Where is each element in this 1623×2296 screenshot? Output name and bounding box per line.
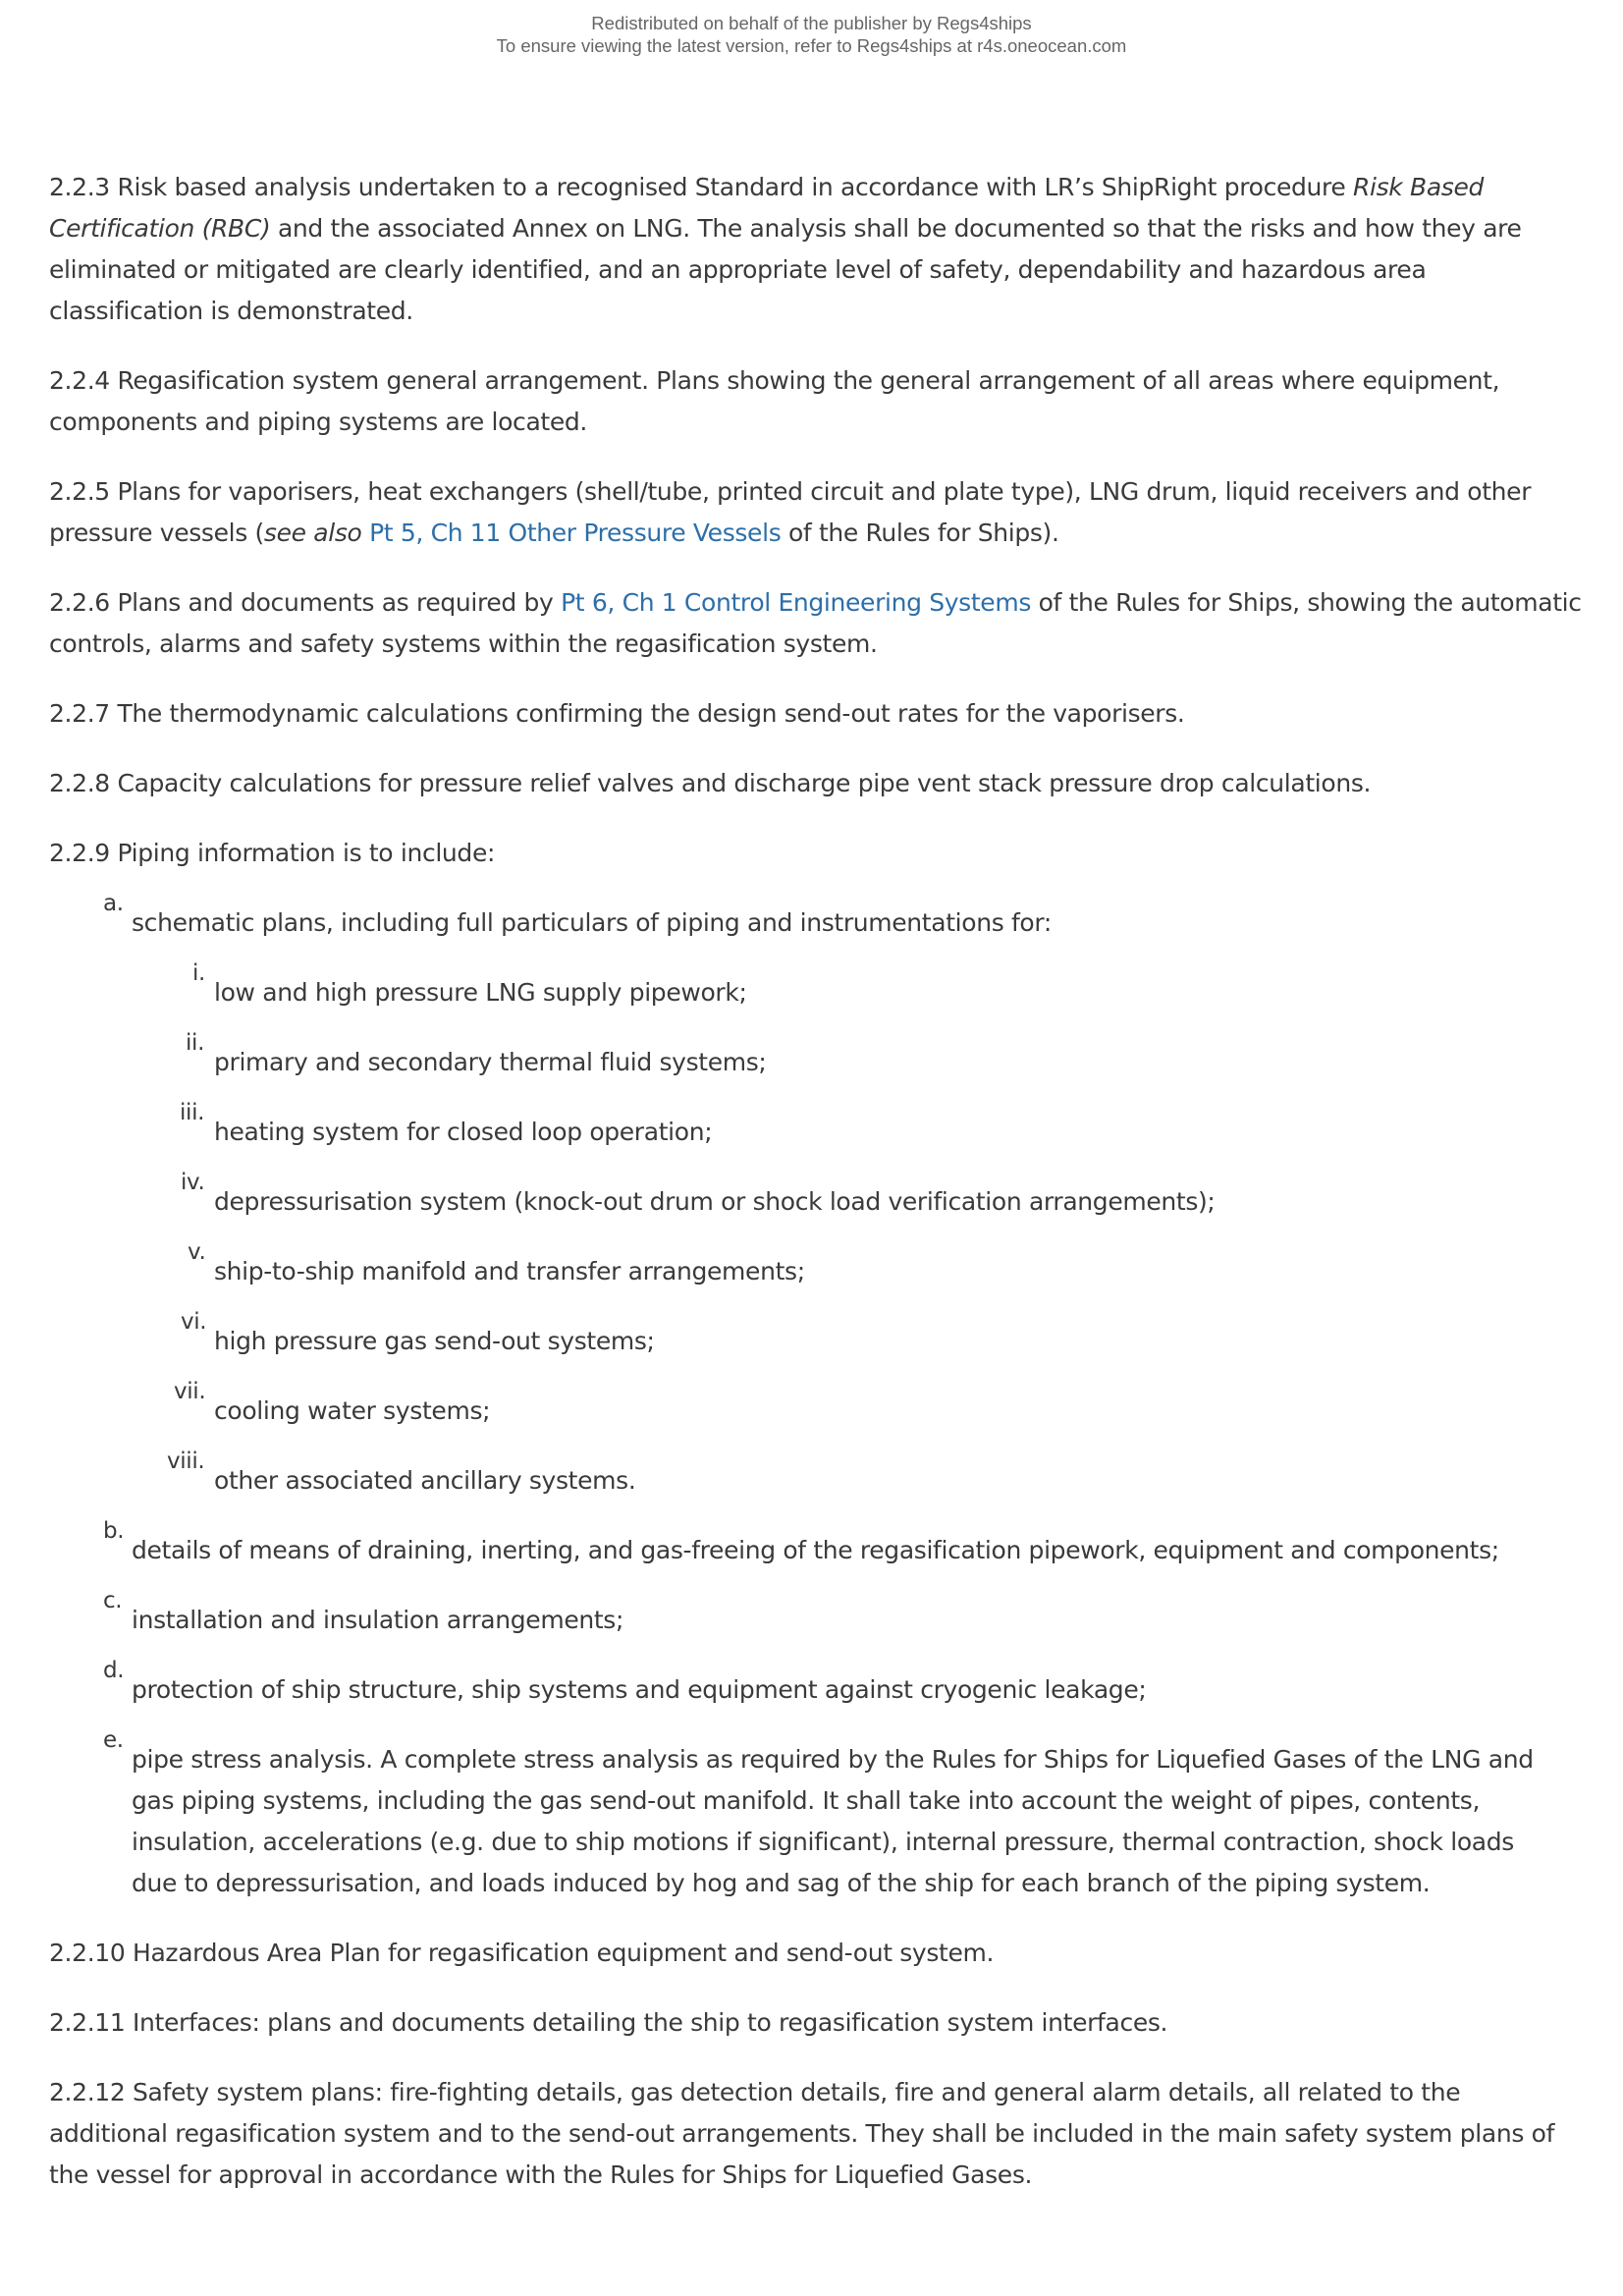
link-pt6-ch1[interactable]: Pt 6, Ch 1 Control Engineering Systems bbox=[561, 588, 1031, 617]
list-marker: ii. bbox=[186, 1030, 205, 1056]
list-marker: a. bbox=[103, 891, 124, 916]
list-marker: b. bbox=[103, 1518, 125, 1544]
para-2-2-3: 2.2.3 Risk based analysis undertaken to a recognised Standard in accordance with LR’s ShipRight procedure Risk Based Certification (RBC) and the associated Annex on LNG. The analysis shall be documented so that the risks and how they are eliminated or mitigated are clearly identified, and an appropriate level of safety, dependability and hazardous area classification is demonstrated. bbox=[49, 173, 1522, 325]
list-item-b: b. details of means of draining, inerting, and gas-freeing of the regasification pipework, equipment and components; bbox=[103, 1518, 1499, 1564]
document-body bbox=[49, 167, 1586, 2224]
sublist-item-vi: vi. high pressure gas send-out systems; bbox=[181, 1309, 655, 1355]
list-item-a: a. schematic plans, including full particulars of piping and instrumentations for: bbox=[103, 891, 1052, 937]
sublist-item-vii: vii. cooling water systems; bbox=[174, 1379, 491, 1425]
para-2-2-5: 2.2.5 Plans for vaporisers, heat exchangers (shell/tube, printed circuit and plate type), LNG drum, liquid receivers and other pressure vessels (see also Pt 5, Ch 11 Other Pressure Vessels of the Rules for Ships). bbox=[49, 477, 1532, 547]
para-2-2-8: 2.2.8 Capacity calculations for pressure relief valves and discharge pipe vent stack pressure drop calculations. bbox=[49, 769, 1372, 797]
list-item-d: d. protection of ship structure, ship systems and equipment against cryogenic leakage; bbox=[103, 1658, 1147, 1704]
list-marker: d. bbox=[103, 1658, 125, 1683]
para-2-2-10: 2.2.10 Hazardous Area Plan for regasification equipment and send-out system. bbox=[49, 1939, 995, 1967]
link-pt5-ch11[interactable]: Pt 5, Ch 11 Other Pressure Vessels bbox=[369, 519, 782, 547]
list-marker: iii. bbox=[180, 1100, 205, 1125]
para-2-2-12: 2.2.12 Safety system plans: fire-fighting details, gas detection details, fire and general alarm details, all related to the additional regasification system and to the send-out arrangements. They shall be included in the main safety system plans of the vessel for approval in accordance with the Rules for Ships for Liquefied Gases. bbox=[49, 2078, 1555, 2189]
sublist-item-viii: viii. other associated ancillary systems. bbox=[167, 1449, 636, 1495]
banner-line-2: To ensure viewing the latest version, refer to Regs4ships at r4s.oneocean.com bbox=[496, 35, 1127, 56]
list-marker: e. bbox=[103, 1727, 124, 1753]
list-marker: iv. bbox=[181, 1170, 205, 1195]
list-marker: c. bbox=[103, 1588, 123, 1613]
banner-line-1: Redistributed on behalf of the publisher by Regs4ships bbox=[591, 13, 1032, 33]
list-item-c: c. installation and insulation arrangements; bbox=[103, 1588, 624, 1634]
list-item-e: e. pipe stress analysis. A complete stress analysis as required by the Rules for Ships for Liquefied Gases of the LNG and gas piping systems, including the gas send-out manifold. It shall take into account the weight of pipes, contents, insulation, accelerations (e.g. due to ship motions if significant), internal pressure, thermal contraction, shock loads due to depressurisation, and loads induced by hog and sag of the ship for each branch of the piping system. bbox=[103, 1727, 1534, 1897]
sublist-item-v: v. ship-to-ship manifold and transfer arrangements; bbox=[188, 1239, 805, 1285]
sublist-item-iv: iv. depressurisation system (knock-out drum or shock load verification arrangements); bbox=[181, 1170, 1216, 1216]
para-2-2-4: 2.2.4 Regasification system general arrangement. Plans showing the general arrangement of all areas where equipment, components and piping systems are located. bbox=[49, 366, 1500, 436]
list-marker: viii. bbox=[167, 1449, 205, 1474]
para-2-2-7: 2.2.7 The thermodynamic calculations confirming the design send-out rates for the vaporisers. bbox=[49, 699, 1185, 728]
list-marker: v. bbox=[188, 1239, 206, 1265]
rbc-title: Risk Based Certification (RBC) bbox=[49, 173, 1485, 243]
list-marker: vii. bbox=[174, 1379, 206, 1404]
para-2-2-9: 2.2.9 Piping information is to include: bbox=[49, 839, 496, 867]
redistribution-banner bbox=[0, 12, 1623, 57]
para-2-2-11: 2.2.11 Interfaces: plans and documents detailing the ship to regasification system interfaces. bbox=[49, 2008, 1168, 2037]
sublist-item-ii: ii. primary and secondary thermal fluid systems; bbox=[186, 1030, 767, 1076]
sublist-item-iii: iii. heating system for closed loop operation; bbox=[180, 1100, 713, 1146]
sublist-item-i: i. low and high pressure LNG supply pipework; bbox=[192, 960, 747, 1007]
list-marker: vi. bbox=[181, 1309, 207, 1335]
list-marker: i. bbox=[192, 960, 206, 986]
para-2-2-6: 2.2.6 Plans and documents as required by Pt 6, Ch 1 Control Engineering Systems of the Rules for Ships, showing the automatic controls, alarms and safety systems within the regasification system. bbox=[49, 588, 1582, 658]
